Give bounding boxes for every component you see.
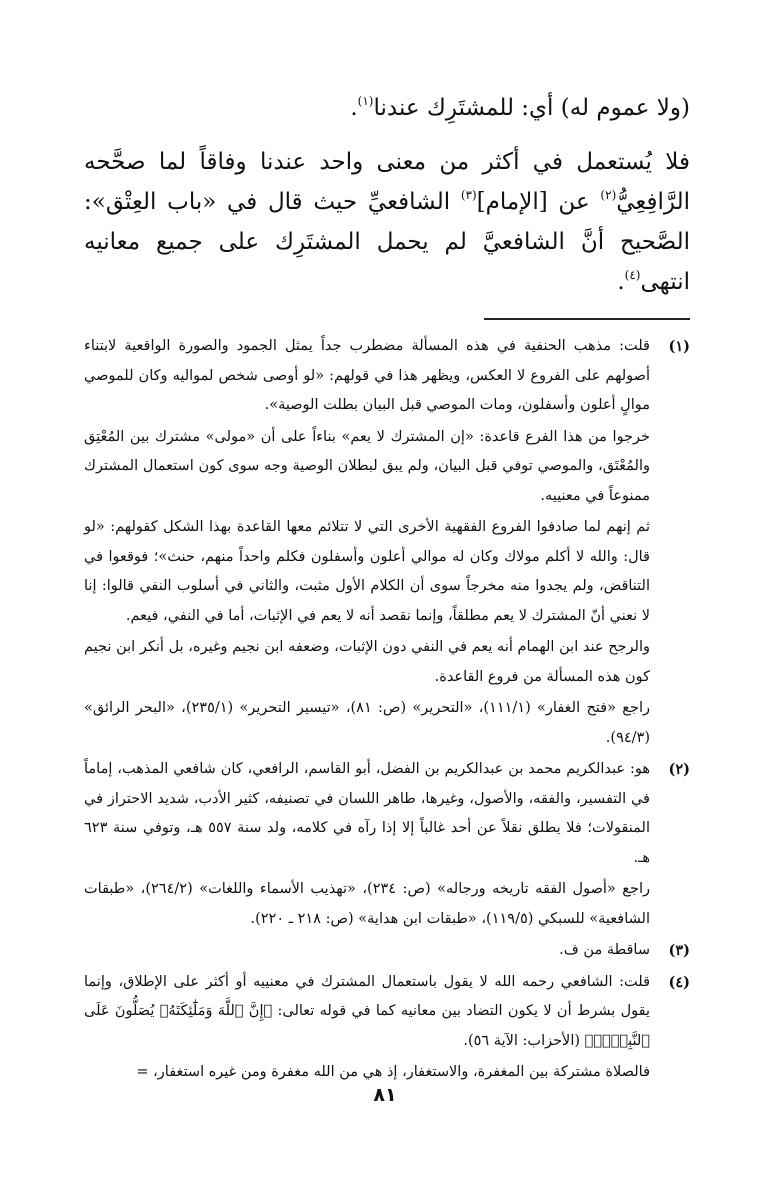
footnote-paragraph: ثم إنهم لما صادفوا الفروع الفقهية الأخرى التي لا تتلائم معها القاعدة بهذا الشكل كقولهم: «لو قال: والله لا أكلم مولاك وكان له موالي أعلون وأسفلون فكلم واحداً منهم، حنث»؛ فوقعوا في التناقض، ولم يجدوا منه مخرجاً سوى أن الكلام الأول مثبت، والثاني في أسلوب النفي قالوا: إنا لا نعني أنّ المشترك لا يعم مطلقاً، وإنما نقصد أنه لا يعم في الإثبات، أما في النفي، فيعم. <box>84 519 650 624</box>
footnote-body <box>84 936 650 968</box>
footnote-paragraph: هو: عبدالكريم محمد بن عبدالكريم بن الفضل، أبو القاسم، الرافعي، كان شافعي المذهب، إماماً في التفسير، والفقه، والأصول، وغيرها، طاهر اللسان في تصنيفه، كثير الأدب، شديد الاحتراز في المنقولات؛ فلا يطلق نقلاً عن أحد غالباً إلا إذا رآه في كلامه، ولد سنة ٥٥٧ هـ، وتوفي سنة ٦٢٣ هـ. <box>84 761 650 866</box>
footnotes <box>84 332 690 1090</box>
main-p2-part-c: الشافعيِّ حيث قال في «باب العِتْق»: الصَّحيح أنَّ الشافعيَّ لم يحمل المشتَرِك على جميع معانيه انتهى <box>84 189 690 295</box>
main-paragraph-2 <box>84 142 690 302</box>
footnote-paragraph: فالصلاة مشتركة بين المغفرة، والاستغفار، إذ هي من الله مغفرة ومن غيره استغفار، = <box>136 1064 650 1080</box>
footnote-paragraph: خرجوا من هذا الفرع قاعدة: «إن المشترك لا يعم» بناءاً على أن «مولى» مشترك بين المُعْتِق والمُعْتَق، والموصي توفي قبل البيان، ولم يبق لبطلان الوصية وجه سوى كون استعمال المشترك ممنوعاً في معنييه. <box>84 428 650 504</box>
main-line-1 <box>84 88 690 128</box>
footnote-1 <box>84 332 690 755</box>
footnote-separator <box>484 318 690 320</box>
page-number: ٨١ <box>373 1084 397 1106</box>
main-line-1-text: (ولا عموم له) أي: للمشتَرِك عندنا <box>373 95 690 121</box>
footnote-body <box>84 755 650 936</box>
footnote-number: (٢) <box>668 761 690 778</box>
footnote-3 <box>84 936 690 968</box>
footnote-body <box>84 968 650 1090</box>
footnote-paragraph: ساقطة من ف. <box>559 942 650 958</box>
footnote-paragraph: راجع «أصول الفقه تاريخه ورجاله» (ص: ٢٣٤)، «تهذيب الأسماء واللغات» (٢٦٤/٢)، «طبقات الشافعية» للسبكي (١١٩/٥)، «طبقات ابن هداية» (ص: ٢١٨ ـ ٢٢٠). <box>84 881 650 927</box>
footnote-ref-1: (١) <box>357 94 374 108</box>
footnote-paragraph: والرجح عند ابن الهمام أنه يعم في النفي دون الإثبات، وضعفه ابن نجيم وغيره، بل أنكر ابن نجيم كون هذه المسألة من فروع القاعدة. <box>84 639 650 685</box>
footnote-number: (١) <box>668 338 690 355</box>
footnote-body <box>84 332 650 755</box>
footnote-2 <box>84 755 690 936</box>
footnote-4 <box>84 968 690 1090</box>
page-content <box>84 88 690 1090</box>
footnote-paragraph: قلت: مذهب الحنفية في هذه المسألة مضطرب جداً يمثل الجمود والصورة الواقعية لابتناء أصولهم على الفروع لا العكس، ويظهر هذا في قولهم: «لو أوصى شخص لمواليه وكان للموصي موالٍ أعلون وأسفلون، ومات الموصي قبل البيان بطلت الوصية». <box>84 338 650 413</box>
footnote-number: (٤) <box>668 973 690 991</box>
footnote-ref-3: (٣) <box>460 188 477 202</box>
footnote-number: (٣) <box>668 942 690 959</box>
main-p2-end: . <box>617 269 625 295</box>
main-p2-part-b: عن [الإمام] <box>476 189 601 215</box>
main-line-1-end: . <box>350 95 358 121</box>
footnote-ref-4: (٤) <box>624 268 641 282</box>
main-text <box>84 88 690 302</box>
footnote-ref-2: (٢) <box>600 188 617 202</box>
footnote-paragraph: قلت: الشافعي رحمه الله لا يقول باستعمال المشترك في معنييه أو أكثر على الإطلاق، وإنما يقول بشرط أن لا يكون التضاد بين معانيه كما في قوله تعالى: ﴿إِنَّ ٱللَّهَ وَمَلَٰٓئِكَتَهُۥ يُصَلُّونَ عَلَى ٱلنَّبِيِّۚ﴾ (الأحزاب: الآية ٥٦). <box>84 973 650 1049</box>
main-p2-part-a: فلا يُستعمل في أكثر من معنى واحد عندنا وفاقاً لما صحَّحه الرَّافِعِيُّ <box>84 149 690 215</box>
footnote-paragraph: راجع «فتح الغفار» (١١١/١)، «التحرير» (ص: ٨١)، «تيسير التحرير» (٢٣٥/١)، «البحر الرائق» (٩٤/٣). <box>84 700 650 746</box>
